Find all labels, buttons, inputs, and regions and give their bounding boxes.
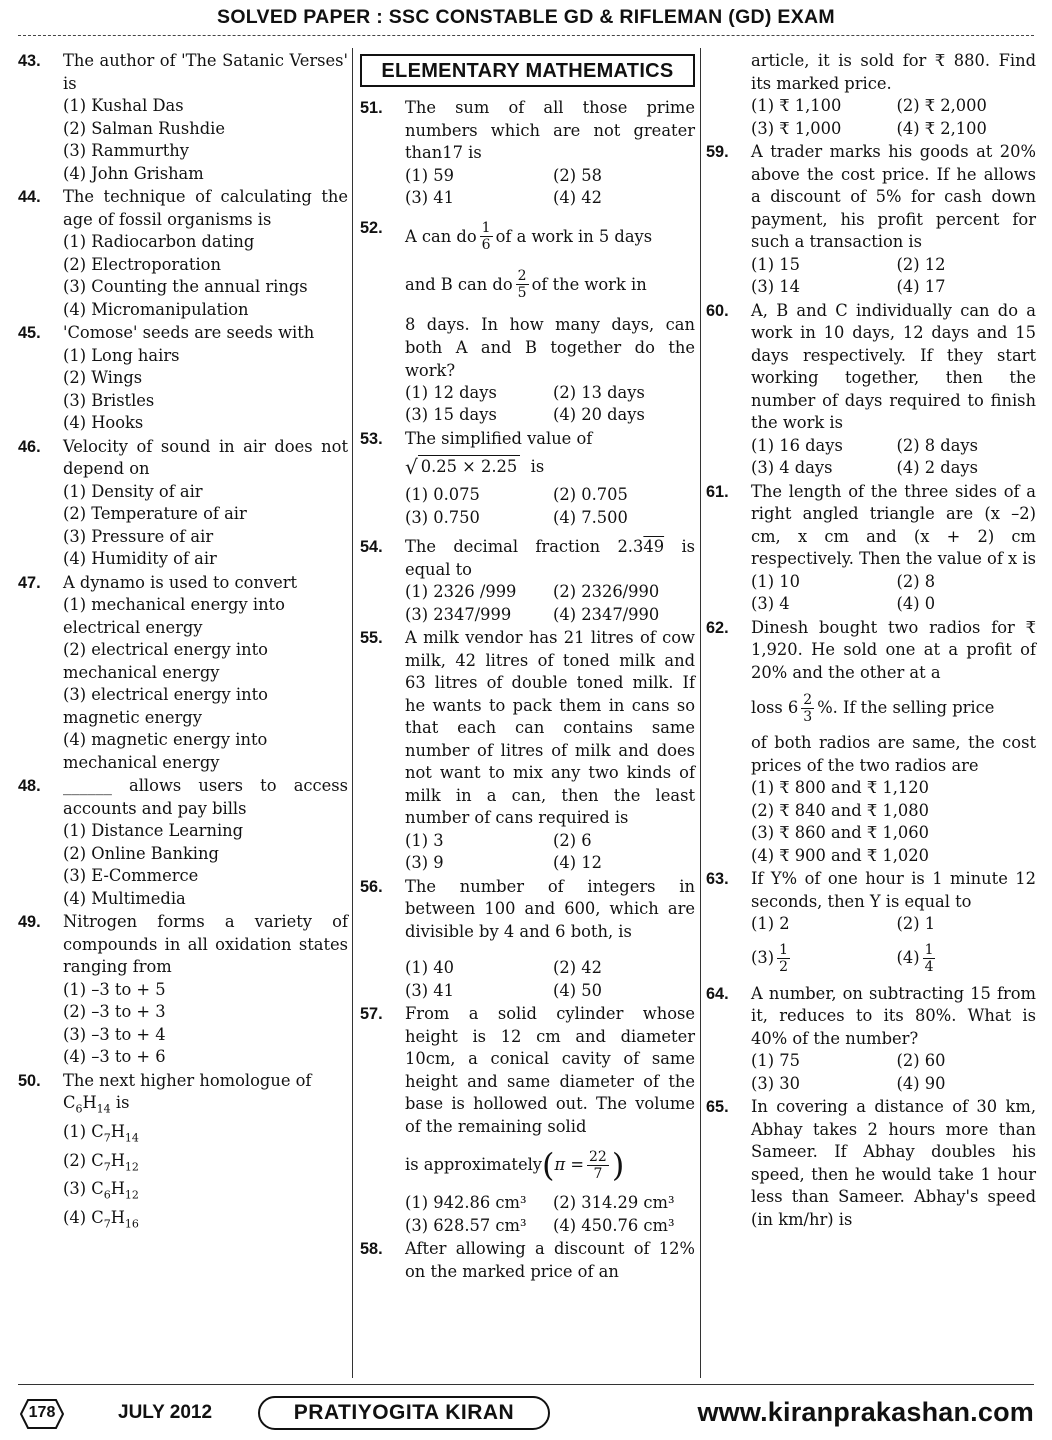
section-title: ELEMENTARY MATHEMATICS xyxy=(360,54,695,87)
question-stem: A number, on subtracting 15 from it, reduces to its 80%. What is 40% of the number? xyxy=(751,983,1036,1048)
question-number: 65. xyxy=(706,1098,729,1116)
option-item: (2) Electroporation xyxy=(63,254,221,274)
website-url[interactable]: www.kiranprakashan.com xyxy=(697,1397,1034,1427)
option-item: (3) $C_6H_{12}$ xyxy=(63,1179,139,1202)
options-list xyxy=(751,777,1036,867)
option-item: (3) E-Commerce xyxy=(63,866,199,885)
option-item: (4) Multimedia xyxy=(63,888,186,908)
option-item: (1) 15 xyxy=(751,254,800,274)
option-item: (1) 2 xyxy=(751,914,790,933)
question-50 xyxy=(18,1070,348,1236)
footer-divider xyxy=(18,1384,1034,1385)
option-item: (1) 16 days xyxy=(751,435,843,455)
option-item: (3) Pressure of air xyxy=(63,526,214,546)
page-number: 178 xyxy=(28,1404,56,1421)
option-item: (4) John Grisham xyxy=(63,163,204,183)
option-item: (3) ₹ 860 and ₹ 1,060 xyxy=(751,823,929,842)
option-item: (2) electrical energy into mechanical energy xyxy=(63,640,268,682)
option-item: (1) ₹ 1,100 xyxy=(751,96,842,115)
option-item: (4) 2347/990 xyxy=(553,604,660,624)
question-49 xyxy=(18,911,348,1069)
option-item: (2) 314.29 cm³ xyxy=(553,1193,675,1212)
question-stem: A, B and C individually can do a work in 10 days, 12 days and 15 days respectively. If they start working together, then the number of days required to finish the work is xyxy=(751,300,1036,432)
option-item: (3) Counting the annual rings xyxy=(63,277,308,296)
question-61 xyxy=(706,481,1036,616)
question-number: 61. xyxy=(706,482,729,501)
option-item: (4) 450.76 cm³ xyxy=(553,1215,675,1235)
option-item: (1) 3 xyxy=(405,830,444,850)
option-item: (1) 40 xyxy=(405,958,454,977)
question-stem: The technique of calculating the age of fossil organisms is xyxy=(63,187,348,229)
option-item: (2) Salman Rushdie xyxy=(63,118,225,138)
question-63 xyxy=(706,868,1036,982)
column-divider-1 xyxy=(352,48,353,1378)
option-item: (2) 42 xyxy=(553,958,602,977)
option-item: (1) Kushal Das xyxy=(63,96,184,115)
question-57 xyxy=(360,1003,695,1237)
question-51 xyxy=(360,97,695,210)
question-number: 43. xyxy=(18,52,41,70)
question-number: 46. xyxy=(18,437,41,456)
option-item: (4) 17 xyxy=(896,277,946,296)
option-item: (1) ₹ 800 and ₹ 1,120 xyxy=(751,778,929,797)
question-stem: The sum of all those prime numbers which are not greater than17 is xyxy=(405,98,695,162)
question-stem: From a solid cylinder whose height is 12 cm and diameter 10cm, a conical cavity of same height and same diameter of the base is hollowed out. The volume of the remaining solid is approximately ( π = $\frac{22}{7}$ ) xyxy=(405,1004,695,1184)
question-number: 56. xyxy=(360,877,383,896)
option-item: (3) electrical energy into magnetic energy xyxy=(63,685,268,727)
question-stem: A can do $\frac{1}{6}$ of a work in 5 days and B can do $\frac{2}{5}$ of the work in 8 days. In how many days, can both A and B together do the work? xyxy=(405,220,695,380)
question-53 xyxy=(360,428,695,530)
question-stem: Velocity of sound in air does not depend on xyxy=(63,436,348,478)
option-item: (2) Wings xyxy=(63,368,143,387)
option-item: (2) 8 days xyxy=(896,435,978,455)
option-item: (4) 7.500 xyxy=(553,507,628,527)
option-item: (3) Rammurthy xyxy=(63,141,189,160)
question-58-continued xyxy=(706,50,1036,140)
option-item: (1) Distance Learning xyxy=(63,821,244,840)
question-48 xyxy=(18,775,348,910)
question-44 xyxy=(18,186,348,321)
question-stem: If Y% of one hour is 1 minute 12 seconds, then Y is equal to xyxy=(751,869,1036,911)
options-fractions xyxy=(751,936,1036,982)
option-item: (4) 12 xyxy=(553,853,602,872)
option-item: (4) 42 xyxy=(553,188,602,207)
options-list xyxy=(405,165,695,210)
question-stem: The simplified value of √ 0.25 × 2.25 is xyxy=(405,428,593,479)
option-item: (2) 2326/990 xyxy=(553,582,660,601)
option-item: (2) ₹ 840 and ₹ 1,080 xyxy=(751,800,929,820)
option-item: (3) 30 xyxy=(751,1073,800,1093)
column-3 xyxy=(706,50,1036,1232)
option-item: (2) 0.705 xyxy=(553,485,628,504)
question-number: 55. xyxy=(360,629,383,647)
question-stem: Nitrogen forms a variety of compounds in all oxidation states ranging from xyxy=(63,912,348,976)
question-stem: The length of the three sides of a right angled triangle are (x –2) cm, x cm and (x + 2) cm respectively. Then the value of x is xyxy=(751,481,1036,568)
question-stem: A milk vendor has 21 litres of cow milk, 42 litres of toned milk and 63 litres of double toned milk. If he wants to pack them in cans so that each can contains same number of litres of milk and does not want to mix any two kinds of milk in a can, then the least number of cans required is xyxy=(405,628,695,827)
option-item: (4) Hooks xyxy=(63,413,144,432)
option-item: (2) $C_7H_{12}$ xyxy=(63,1150,139,1173)
question-47 xyxy=(18,572,348,775)
options-list xyxy=(405,484,695,529)
option-item: (3) –3 to + 4 xyxy=(63,1024,166,1044)
page-footer xyxy=(0,1396,1052,1436)
option-item: (1) Long hairs xyxy=(63,345,180,365)
option-item: (1) $C_7H_{14}$ xyxy=(63,1121,139,1144)
option-item: (4) 50 xyxy=(553,980,602,1000)
option-item: (4) 0 xyxy=(896,594,936,613)
option-item: (3) 41 xyxy=(405,980,454,1000)
option-item: (1) mechanical energy into electrical energy xyxy=(63,595,285,637)
question-number: 59. xyxy=(706,143,729,161)
option-item: (3) $\frac{1}{2}$ xyxy=(751,942,788,975)
options-list xyxy=(405,581,695,626)
question-60 xyxy=(706,300,1036,480)
question-number: 57. xyxy=(360,1005,383,1023)
question-59 xyxy=(706,141,1036,299)
question-number: 53. xyxy=(360,429,383,448)
option-item: (3) 9 xyxy=(405,853,444,872)
question-65 xyxy=(706,1096,1036,1231)
option-item: (2) –3 to + 3 xyxy=(63,1002,166,1021)
option-item: (3) Bristles xyxy=(63,390,155,410)
question-number: 44. xyxy=(18,188,41,206)
options-list xyxy=(751,254,1036,299)
question-56 xyxy=(360,876,695,1003)
option-item: (3) 4 days xyxy=(751,458,833,477)
option-item: (1) Radiocarbon dating xyxy=(63,232,255,251)
question-52 xyxy=(360,217,695,427)
option-item: (4) 2 days xyxy=(896,458,978,477)
option-item: (3) 14 xyxy=(751,277,800,296)
question-46 xyxy=(18,436,348,571)
option-item: (2) Online Banking xyxy=(63,843,219,863)
question-number: 47. xyxy=(18,573,41,592)
question-64 xyxy=(706,983,1036,1096)
question-stem: In covering a distance of 30 km, Abhay takes 2 hours more than Sameer. If Abhay doubles his speed, then he would take 1 hour less than Sameer. Abhay's speed (in km/hr) is xyxy=(751,1097,1036,1229)
options-list xyxy=(751,95,1036,140)
question-number: 51. xyxy=(360,99,383,117)
option-item: (3) 41 xyxy=(405,188,454,207)
option-item: (2) 13 days xyxy=(553,382,645,402)
question-58 xyxy=(360,1238,695,1283)
options-list xyxy=(751,571,1036,616)
option-item: (2) 58 xyxy=(553,165,602,185)
question-stem: A dynamo is used to convert xyxy=(63,572,298,592)
header-divider xyxy=(18,35,1034,36)
page-number-badge xyxy=(20,1398,64,1430)
issue-date: JULY 2012 xyxy=(118,1402,213,1423)
question-stem: 'Comose' seeds are seeds with xyxy=(63,323,315,342)
option-item: (1) –3 to + 5 xyxy=(63,979,166,999)
option-item: (4) ₹ 2,100 xyxy=(896,118,987,138)
option-item: (3) 15 days xyxy=(405,405,497,424)
question-stem: Dinesh bought two radios for ₹ 1,920. He sold one at a profit of 20% and the other at a loss 6 $\frac{2}{3}$ %. If the selling price of both radios are same, the cost prices of the two radios are xyxy=(751,617,1036,775)
column-1 xyxy=(18,50,348,1237)
column-2 xyxy=(360,50,695,1284)
option-item: (2) 1 xyxy=(896,914,936,933)
option-item: (2) ₹ 2,000 xyxy=(896,96,987,115)
options-list xyxy=(63,1121,348,1236)
options-list xyxy=(751,1050,1036,1095)
question-stem: The next higher homologue of $C_6H_{14}$ is xyxy=(63,1070,312,1116)
question-number: 63. xyxy=(706,870,729,888)
question-stem: After allowing a discount of 12% on the marked price of an xyxy=(405,1239,695,1281)
question-number: 52. xyxy=(360,218,383,237)
column-divider-2 xyxy=(700,48,701,1378)
option-item: (3) ₹ 1,000 xyxy=(751,118,842,138)
option-item: (2) Temperature of air xyxy=(63,504,247,523)
option-item: (2) 12 xyxy=(896,254,946,274)
option-item: (1) 59 xyxy=(405,165,454,185)
option-item: (4) $C_7H_{16}$ xyxy=(63,1208,139,1231)
page-header: SOLVED PAPER : SSC CONSTABLE GD & RIFLEMAN (GD) EXAM xyxy=(217,6,835,28)
options-list xyxy=(751,913,1036,936)
option-item: (4) –3 to + 6 xyxy=(63,1047,166,1066)
option-item: (1) 12 days xyxy=(405,382,497,402)
option-item: (3) 2347/999 xyxy=(405,604,512,624)
question-stem: A trader marks his goods at 20% above the cost price. If he allows a discount of 5% for cash down payment, his profit percent for such a transaction is xyxy=(751,142,1036,251)
question-stem: The author of 'The Satanic Verses' is xyxy=(63,51,348,93)
question-stem: The decimal fraction 2.349 is equal to xyxy=(405,537,695,579)
option-item: (4) $\frac{1}{4}$ xyxy=(896,942,934,975)
question-number: 54. xyxy=(360,538,383,556)
options-list xyxy=(405,957,695,1002)
option-item: (2) 8 xyxy=(896,571,936,591)
options-list xyxy=(405,1192,695,1237)
option-item: (1) 0.075 xyxy=(405,485,480,504)
question-55 xyxy=(360,627,695,875)
question-number: 50. xyxy=(18,1071,41,1090)
question-number: 60. xyxy=(706,301,729,320)
option-item: (1) Density of air xyxy=(63,481,203,501)
option-item: (4) Micromanipulation xyxy=(63,299,249,319)
options-list xyxy=(405,830,695,875)
option-item: (1) 75 xyxy=(751,1051,800,1070)
question-62 xyxy=(706,617,1036,868)
option-item: (1) 10 xyxy=(751,571,800,591)
option-item: (4) ₹ 900 and ₹ 1,020 xyxy=(751,845,929,865)
question-45 xyxy=(18,322,348,435)
options-list xyxy=(405,382,695,427)
question-number: 49. xyxy=(18,913,41,931)
option-item: (1) 2326 /999 xyxy=(405,582,517,601)
question-stem: The number of integers in between 100 and 600, which are divisible by 4 and 6 both, is xyxy=(405,876,695,941)
question-number: 62. xyxy=(706,618,729,637)
question-stem: ______ allows users to access accounts and pay bills xyxy=(63,776,348,818)
question-number: 64. xyxy=(706,984,729,1003)
option-item: (4) 20 days xyxy=(553,405,645,424)
option-item: (3) 628.57 cm³ xyxy=(405,1215,527,1235)
magazine-name: PRATIYOGITA KIRAN xyxy=(258,1396,550,1430)
option-item: (2) 6 xyxy=(553,830,592,850)
option-item: (2) 60 xyxy=(896,1051,946,1070)
option-item: (4) magnetic energy into mechanical energy xyxy=(63,730,268,772)
option-item: (4) 90 xyxy=(896,1073,946,1093)
question-54 xyxy=(360,536,695,626)
option-item: (3) 0.750 xyxy=(405,507,480,527)
option-item: (1) 942.86 cm³ xyxy=(405,1193,527,1212)
question-stem-continued: article, it is sold for ₹ 880. Find its marked price. xyxy=(751,51,1036,93)
question-43 xyxy=(18,50,348,185)
option-item: (3) 4 xyxy=(751,594,790,613)
option-item: (4) Humidity of air xyxy=(63,549,217,568)
question-number: 48. xyxy=(18,777,41,795)
question-number: 45. xyxy=(18,324,41,342)
options-list xyxy=(751,435,1036,480)
question-number: 58. xyxy=(360,1240,383,1258)
